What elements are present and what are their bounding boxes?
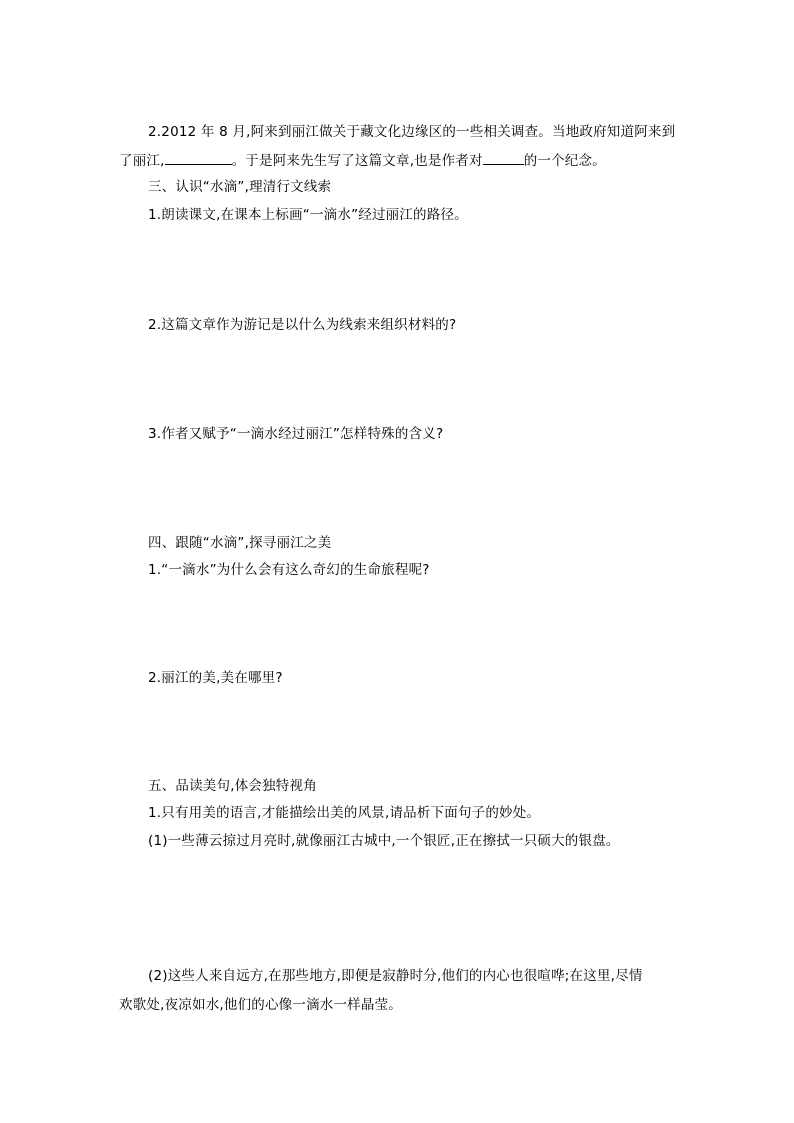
section4-question-2: 2.丽江的美,美在哪里? — [148, 670, 283, 686]
section3-question-3: 3.作者又赋予“一滴水经过丽江”怎样特殊的含义? — [148, 426, 444, 442]
answer-blank-1[interactable] — [165, 152, 232, 165]
section3-heading: 三、认识“水滴”,理清行文线索 — [148, 179, 332, 195]
section4-question-1: 1.“一滴水”为什么会有这么奇幻的生命旅程呢? — [148, 562, 430, 578]
q2-line2 — [119, 152, 606, 170]
section3-question-2: 2.这篇文章作为游记是以什么为线索来组织材料的? — [148, 317, 457, 333]
q2-line2-mid: 。于是阿来先生写了这篇文章,也是作者对 — [231, 153, 483, 169]
section5-question-1: 1.只有用美的语言,才能描绘出美的风景,请品析下面句子的妙处。 — [148, 805, 541, 821]
answer-blank-2[interactable] — [483, 152, 524, 165]
section4-heading: 四、跟随“水滴”,探寻丽江之美 — [148, 535, 332, 551]
section3-question-1: 1.朗读课文,在课本上标画“一滴水”经过丽江的路径。 — [148, 207, 468, 223]
q2-line2-post: 的一个纪念。 — [523, 153, 606, 169]
section5-item-2-line2: 欢歌处,夜凉如水,他们的心像一滴水一样晶莹。 — [119, 997, 402, 1013]
section5-heading: 五、品读美句,体会独特视角 — [148, 778, 317, 794]
section5-item-1: (1)一些薄云掠过月亮时,就像丽江古城中,一个银匠,正在擦拭一只硕大的银盘。 — [148, 833, 620, 849]
q2-line1: 2.2012 年 8 月,阿来到丽江做关于藏文化边缘区的一些相关调查。当地政府知道阿来到 — [148, 124, 676, 140]
section5-item-2-line1: (2)这些人来自远方,在那些地方,即便是寂静时分,他们的内心也很喧哗;在这里,尽情 — [148, 968, 643, 984]
q2-line2-pre: 了丽江, — [119, 153, 165, 169]
